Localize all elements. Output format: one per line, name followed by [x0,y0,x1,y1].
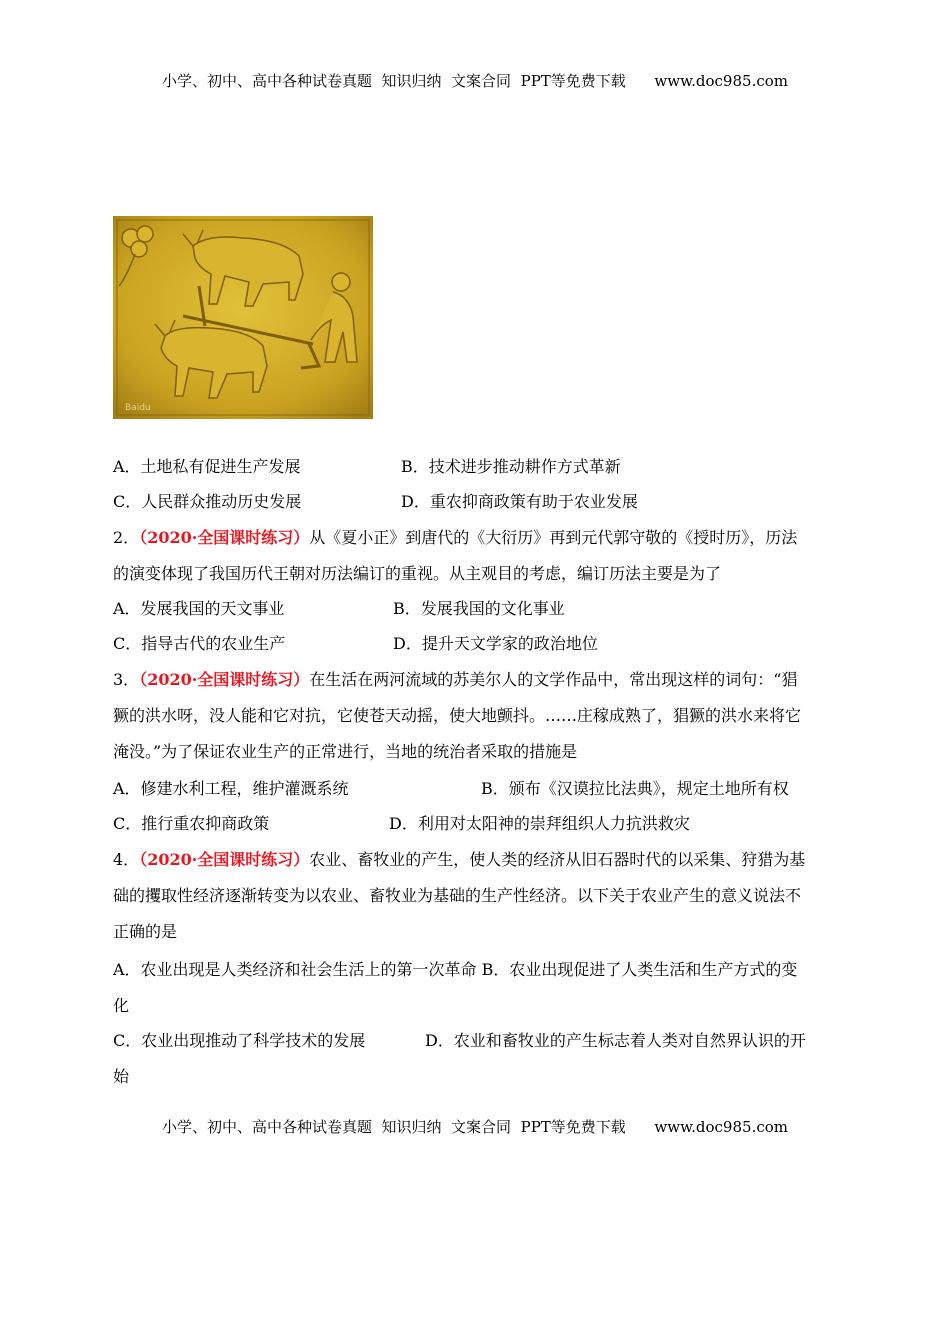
image-watermark: Baidu [125,403,151,413]
page-footer: 小学、初中、高中各种试卷真题 知识归纳 文案合同 PPT等免费下载 www.doc985.com [161,1118,788,1136]
q3-number: 3． [113,670,140,689]
q3-stem-line3: 淹没。”为了保证农业生产的正常进行，当地的统治者采取的措施是 [113,742,578,761]
q2-option-a: A．发展我国的天文事业 [113,599,285,618]
q3-option-d: D．利用对太阳神的崇拜组织人力抗洪救灾 [389,814,690,833]
q4-option-c: C．农业出现推动了科学技术的发展 [113,1031,366,1050]
q2-source: （2020·全国课时练习） [139,528,310,547]
q3-option-a: A．修建水利工程，维护灌溉系统 [113,779,349,798]
q4-stem-line3: 正确的是 [113,922,178,941]
q1-option-c: C．人民群众推动历史发展 [113,492,302,511]
q2-stem-line1 [113,525,797,548]
q2-text-1: 从《夏小正》到唐代的《大衍历》再到元代郭守敬的《授时历》，历法 [309,528,798,547]
q2-number: 2． [113,528,140,547]
q3-source: （2020·全国课时练习） [139,670,310,689]
q2-option-c: C．指导古代的农业生产 [113,634,286,653]
q4-number: 4． [113,850,140,869]
q4-text-1: 农业、畜牧业的产生，使人类的经济从旧石器时代的以采集、狩猎为基 [309,850,806,869]
q3-text-1: 在生活在两河流域的苏美尔人的文学作品中，常出现这样的词句：“猖 [309,670,798,689]
q2-option-b: B．发展我国的文化事业 [393,599,565,618]
q1-option-d: D．重农抑商政策有助于农业发展 [401,492,638,511]
q4-stem-line2: 础的攫取性经济逐渐转变为以农业、畜牧业为基础的生产性经济。以下关于农业产生的意义说法不 [113,886,802,905]
q2-stem-line2: 的演变体现了我国历代王朝对历法编订的重视。从主观目的考虑，编订历法主要是为了 [113,564,722,583]
q3-stem-line1 [113,667,797,690]
q4-option-d: D．农业和畜牧业的产生标志着人类对自然界认识的开 [425,1031,806,1050]
q1-option-b: B．技术进步推动耕作方式革新 [401,457,621,476]
ox-plowing-relief-image [113,216,373,419]
q4-option-ab: A．农业出现是人类经济和社会生活上的第一次革命 B．农业出现促进了人类生活和生产方式的变 [113,960,798,979]
q4-stem-line1 [113,847,805,870]
q3-stem-line2: 獗的洪水呀，没人能和它对抗，它使苍天动摇，使大地颤抖。……庄稼成熟了，猖獗的洪水来将它 [113,706,802,725]
q3-option-b: B．颁布《汉谟拉比法典》，规定土地所有权 [481,779,789,798]
q2-option-d: D．提升天文学家的政治地位 [393,634,598,653]
q4-option-d-continued: 始 [113,1067,130,1086]
page-header: 小学、初中、高中各种试卷真题 知识归纳 文案合同 PPT等免费下载 www.doc985.com [161,72,788,90]
q3-option-c: C．推行重农抑商政策 [113,814,270,833]
q4-option-ab-continued: 化 [113,996,130,1015]
q1-option-a: A．土地私有促进生产发展 [113,457,301,476]
q4-source: （2020·全国课时练习） [139,850,310,869]
